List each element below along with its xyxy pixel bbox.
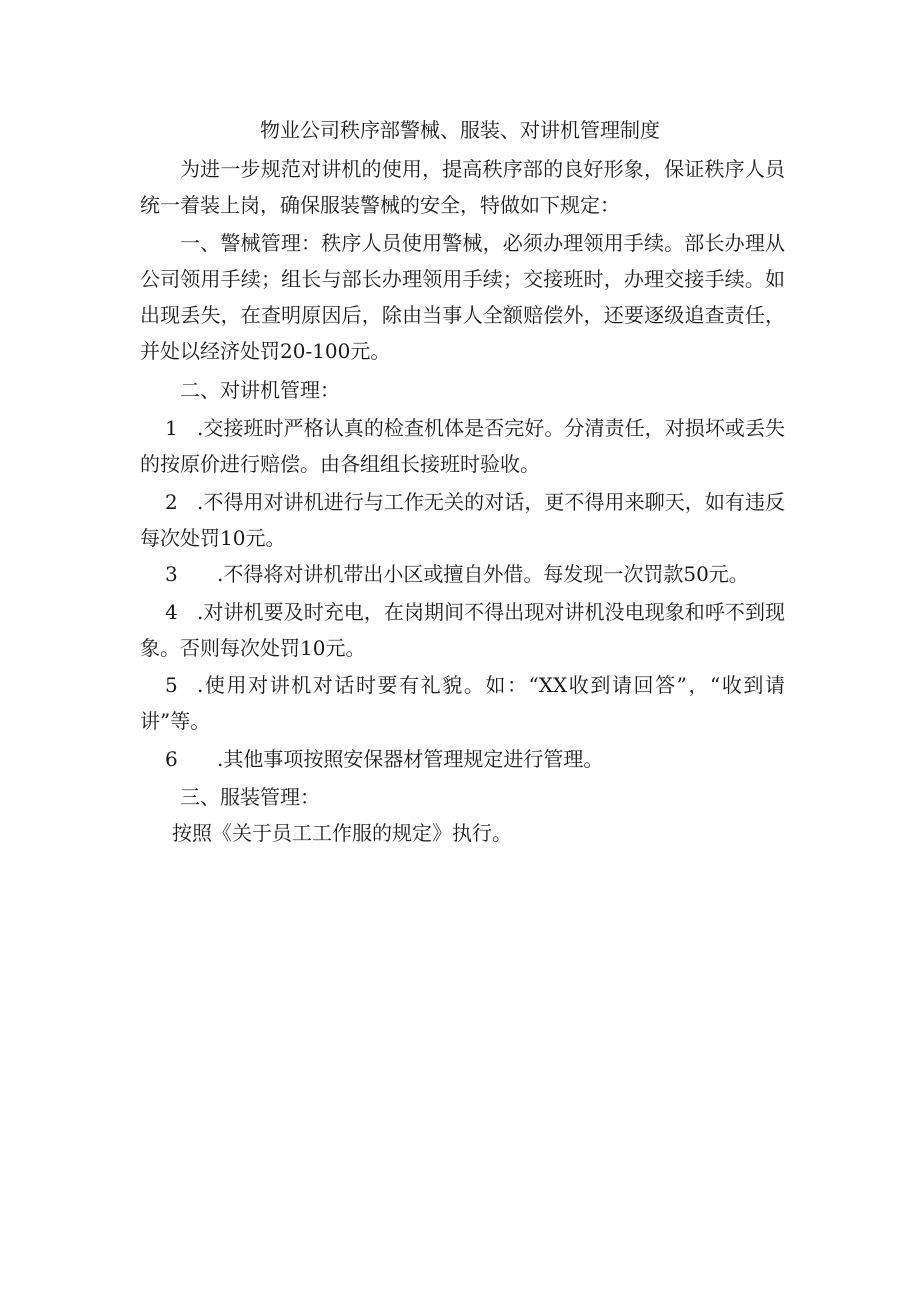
section-3-paragraph: 按照《关于员工工作服的规定》执行。	[172, 821, 512, 845]
list-item-4	[140, 594, 785, 666]
list-item-text: .交接班时严格认真的检查机体是否完好。分清责任，对损坏或丢失的按原价进行赔偿。由各组组长接班时验收。	[140, 416, 785, 476]
section-3-heading: 三、服装管理：	[180, 785, 320, 809]
list-item-1	[140, 410, 785, 482]
intro-paragraph: 为进一步规范对讲机的使用，提高秩序部的良好形象，保证秩序人员统一着装上岗，确保服装警械的安全，特做如下规定：	[140, 157, 785, 217]
list-item-number: 2	[165, 490, 178, 514]
list-item-2	[140, 484, 785, 556]
list-item-text: .不得将对讲机带出小区或擅自外借。每发现一次罚款50元。	[217, 562, 749, 586]
list-item-5	[140, 667, 785, 739]
list-item-number: 1	[165, 416, 178, 440]
list-item-3	[140, 556, 785, 592]
list-item-text: .使用对讲机对话时要有礼貌。如：“XX收到请回答”，“收到请讲”等。	[140, 673, 785, 733]
list-item-number: 5	[165, 673, 178, 697]
list-item-6	[140, 741, 785, 777]
list-item-text: .不得用对讲机进行与工作无关的对话，更不得用来聊天，如有违反每次处罚10元。	[140, 490, 785, 550]
list-item-number: 4	[165, 600, 178, 624]
section-2-heading: 二、对讲机管理：	[180, 378, 340, 402]
section-1-paragraph: 一、警械管理：秩序人员使用警械，必须办理领用手续。部长办理从公司领用手续；组长与部长办理领用手续；交接班时，办理交接手续。如出现丢失，在查明原因后，除由当事人全额赔偿外，还要逐级追查责任，并处以经济处罚20-100元。	[140, 231, 785, 363]
list-item-number: 3	[165, 562, 178, 586]
list-item-text: .对讲机要及时充电，在岗期间不得出现对讲机没电现象和呼不到现象。否则每次处罚10元。	[140, 600, 785, 660]
document-title: 物业公司秩序部警械、服装、对讲机管理制度	[260, 118, 660, 142]
list-item-number: 6	[165, 747, 178, 771]
list-item-text: .其他事项按照安保器材管理规定进行管理。	[217, 747, 604, 771]
